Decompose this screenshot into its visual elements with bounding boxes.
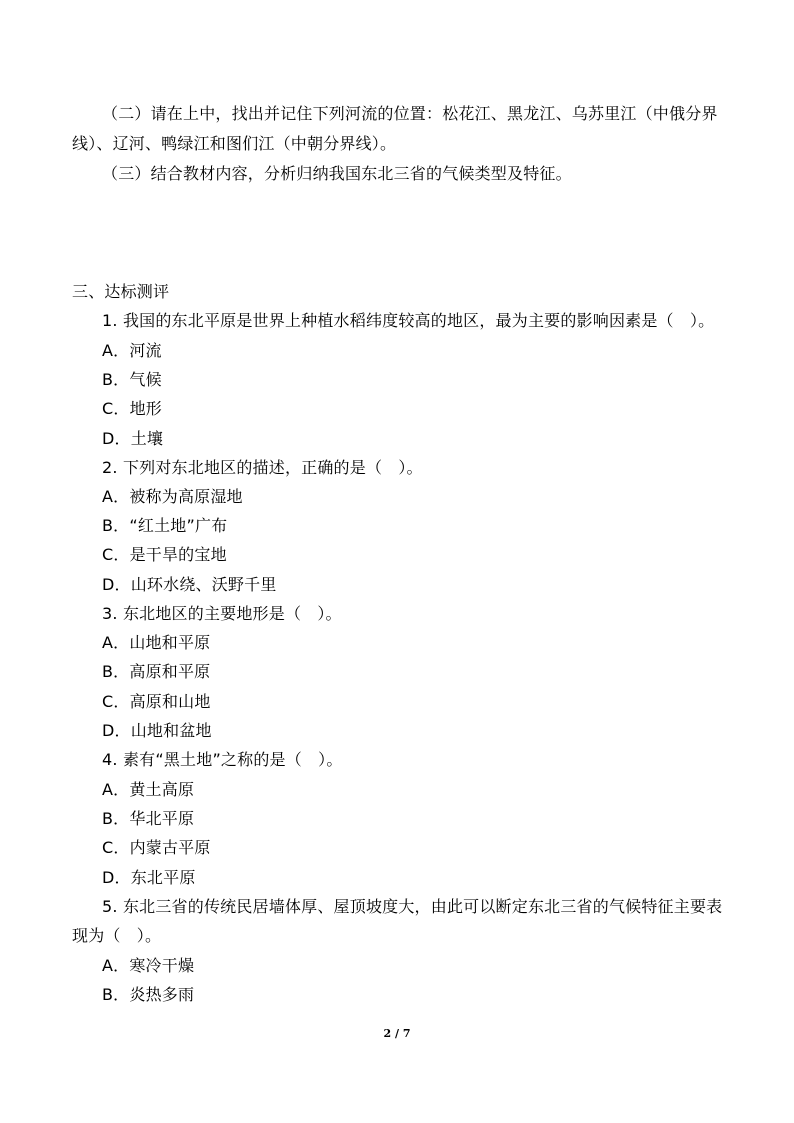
question-3-option-d: D．山地和盆地 (102, 721, 212, 740)
question-5-stem-line-1: 5. 东北三省的传统民居墙体厚、屋顶坡度大，由此可以断定东北三省的气候特征主要表 (102, 897, 723, 916)
page-number: 2 / 7 (383, 1027, 411, 1040)
guide-item-2-line-1: （二）请在上中，找出并记住下列河流的位置：松花江、黑龙江、乌苏里江（中俄分界 (102, 104, 718, 123)
question-2-option-c: C．是干旱的宝地 (102, 545, 227, 564)
question-1-option-d: D．土壤 (102, 429, 164, 448)
question-4-stem: 4. 素有“黑土地”之称的是（ ）。 (102, 750, 343, 769)
question-2-option-d: D．山环水绕、沃野千里 (102, 575, 277, 594)
question-1-option-b: B．气候 (102, 370, 162, 389)
question-4-option-b: B．华北平原 (102, 809, 195, 828)
question-2-stem: 2. 下列对东北地区的描述，正确的是（ ）。 (102, 458, 423, 477)
question-1-stem: 1. 我国的东北平原是世界上种植水稻纬度较高的地区，最为主要的影响因素是（ ）。 (102, 311, 715, 330)
question-2-option-b: B．“红土地”广布 (102, 516, 228, 535)
question-2-option-a: A．被称为高原湿地 (102, 487, 243, 506)
question-3-option-a: A．山地和平原 (102, 633, 211, 652)
guide-item-2-line-2: 线）、辽河、鸭绿江和图们江（中朝分界线）。 (72, 134, 397, 153)
question-4-option-d: D．东北平原 (102, 868, 196, 887)
question-4-option-c: C．内蒙古平原 (102, 838, 211, 857)
question-1-option-c: C．地形 (102, 399, 162, 418)
question-1-option-a: A．河流 (102, 341, 162, 360)
question-5-option-a: A．寒冷干燥 (102, 956, 195, 975)
question-3-stem: 3. 东北地区的主要地形是（ ）。 (102, 604, 342, 623)
question-5-stem-line-2: 现为（ ）。 (72, 926, 162, 945)
section-title: 三、达标测评 (72, 282, 170, 301)
question-5-option-b: B．炎热多雨 (102, 985, 195, 1004)
question-3-option-b: B．高原和平原 (102, 662, 211, 681)
guide-item-3: （三）结合教材内容，分析归纳我国东北三省的气候类型及特征。 (102, 164, 572, 183)
question-4-option-a: A．黄土高原 (102, 780, 195, 799)
question-3-option-c: C．高原和山地 (102, 692, 211, 711)
